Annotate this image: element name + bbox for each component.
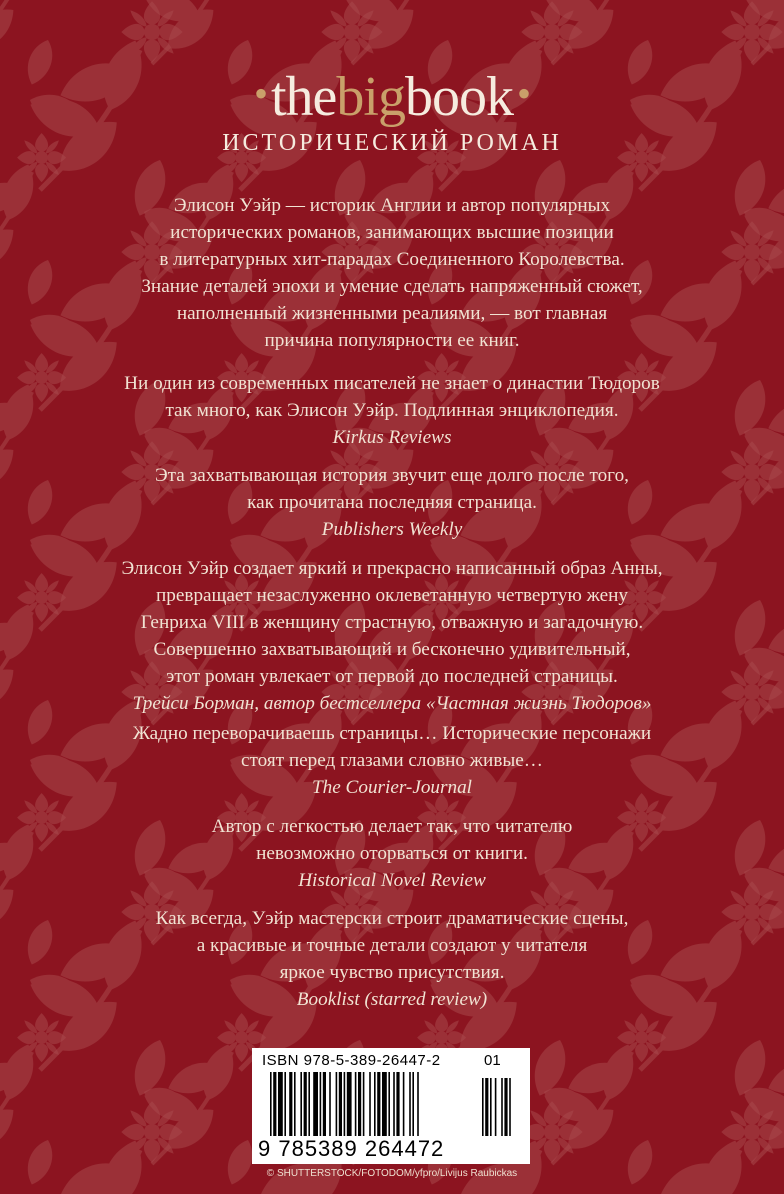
barcode-bar	[412, 1072, 414, 1136]
quote-line: Жадно переворачиваешь страницы… Исторические персонажи	[132, 723, 652, 744]
quote-line: так много, как Элисон Уэйр. Подлинная энциклопедия.	[165, 400, 619, 421]
barcode-bar	[308, 1072, 310, 1136]
barcode-bar	[320, 1072, 322, 1136]
description-line: в литературных хит-парадах Соединенного Королевства.	[159, 249, 625, 270]
barcode-bar	[403, 1072, 405, 1136]
barcode-addon-bar	[504, 1078, 507, 1136]
barcode-bar	[339, 1072, 342, 1136]
description-line: наполненный жизненными реалиями, — вот главная	[176, 303, 608, 324]
barcode-bar	[284, 1072, 286, 1136]
barcode-bar	[270, 1072, 272, 1136]
description-line: Знание деталей эпохи и умение сделать напряженный сюжет,	[141, 276, 643, 297]
logo-dot-left: •	[253, 71, 267, 116]
barcode-bar	[313, 1072, 318, 1136]
logo-book: book	[404, 66, 513, 128]
review-quote-3	[50, 555, 734, 717]
quote-line: как прочитана последняя страница.	[247, 492, 537, 513]
barcode-bar	[294, 1072, 296, 1136]
barcode-addon-bar	[501, 1078, 503, 1136]
isbn-addon-code: 01	[484, 1052, 501, 1069]
quote-line: Автор с легкостью делает так, что читателю	[211, 816, 573, 837]
description-line: причина популярности ее книг.	[264, 330, 520, 351]
photo-credit: © SHUTTERSTOCK/FOTODOM/yfpro/Livijus Raubickas	[266, 1168, 518, 1179]
isbn-text: ISBN 978-5-389-26447-2	[262, 1052, 441, 1069]
barcode-bar	[347, 1072, 352, 1136]
quote-line: невозможно оторваться от книги.	[256, 843, 528, 864]
barcode-bar	[329, 1072, 331, 1136]
barcode-bar	[358, 1072, 361, 1136]
isbn-barcode	[252, 1048, 530, 1164]
barcode-addon-bar	[509, 1078, 511, 1136]
author-description	[50, 192, 734, 354]
barcode-addon-bar	[490, 1078, 492, 1136]
review-quote-4	[50, 720, 734, 801]
barcode-bars	[270, 1072, 520, 1136]
quote-line: Совершенно захватывающий и бесконечно удивительный,	[153, 639, 631, 660]
barcode-addon-bar	[482, 1078, 484, 1136]
barcode-bar	[273, 1072, 276, 1136]
barcode-addon-bar	[495, 1078, 497, 1136]
review-quote-5	[50, 813, 734, 894]
barcode-bar	[374, 1072, 376, 1136]
barcode-digits: 9 785389 264472	[258, 1136, 445, 1161]
barcode-bar	[323, 1072, 326, 1136]
quote-line: а красивые и точные детали создают у читателя	[196, 935, 588, 956]
barcode-addon-bar	[485, 1078, 488, 1136]
review-quote-1	[50, 370, 734, 451]
quote-source: Kirkus Reviews	[332, 427, 452, 448]
description-line: Элисон Уэйр — историк Англии и автор популярных	[173, 195, 611, 216]
quote-source: The Courier-Journal	[311, 777, 473, 798]
quote-line: Как всегда, Уэйр мастерски строит драматические сцены,	[155, 908, 629, 929]
barcode-bar	[393, 1072, 395, 1136]
barcode-bar	[388, 1072, 390, 1136]
quote-line: Эта захватывающая история звучит еще долго после того,	[155, 465, 629, 486]
quote-line: Ни один из современных писателей не знает о династии Тюдоров	[124, 373, 660, 394]
series-logo	[0, 62, 784, 129]
quote-line: этот роман увлекает от первой до последней страницы.	[166, 666, 618, 687]
barcode-bar	[369, 1072, 371, 1136]
quote-line: Генриха VIII в женщину страстную, отважную и загадочную.	[140, 612, 644, 633]
logo-the: the	[271, 66, 337, 128]
logo-dot-right: •	[516, 71, 530, 116]
quote-source: Historical Novel Review	[298, 870, 486, 891]
barcode-bar	[382, 1072, 387, 1136]
quote-source: Трейси Борман, автор бестселлера «Частная жизнь Тюдоров»	[132, 693, 652, 714]
logo-big: big	[336, 66, 405, 128]
barcode-bar	[363, 1072, 365, 1136]
barcode-bar	[278, 1072, 283, 1136]
quote-source: Booklist (starred review)	[296, 989, 488, 1010]
barcode-bar	[289, 1072, 292, 1136]
description-line: исторических романов, занимающих высшие позиции	[170, 222, 614, 243]
review-quote-2	[50, 462, 734, 543]
barcode-bar	[300, 1072, 302, 1136]
barcode-bar	[344, 1072, 346, 1136]
barcode-bar	[409, 1072, 411, 1136]
quote-line: яркое чувство присутствия.	[279, 962, 505, 983]
barcode-bar	[377, 1072, 380, 1136]
quote-line: стоят перед глазами словно живые…	[241, 750, 543, 771]
barcode-bar	[355, 1072, 357, 1136]
series-subtitle: ИСТОРИЧЕСКИЙ РОМАН	[222, 130, 562, 156]
barcode-bar	[417, 1072, 419, 1136]
quote-line: Элисон Уэйр создает яркий и прекрасно написанный образ Анны,	[121, 558, 663, 579]
barcode-bar	[304, 1072, 307, 1136]
quote-source: Publishers Weekly	[321, 519, 463, 540]
review-quote-6	[50, 905, 734, 1013]
barcode-bar	[396, 1072, 399, 1136]
barcode-bar	[336, 1072, 338, 1136]
quote-line: превращает незаслуженно оклеветанную четвертую жену	[156, 585, 628, 606]
